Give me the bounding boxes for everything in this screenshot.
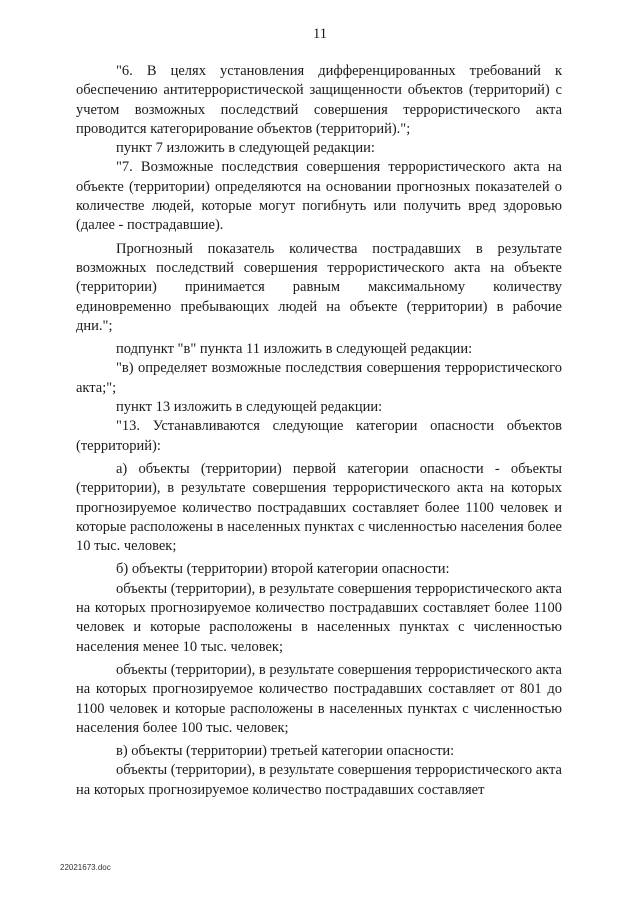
footer-filename: 22021673.doc [60,863,111,872]
paragraph-item-6: "6. В целях установления дифференцированных требований к обеспечению антитеррористической защищенности объектов (территорий) с учетом возможных последствий совершения террористического акта проводится категорирование объектов (территорий)."; [76,63,562,137]
paragraph-category-2-b: объекты (территории), в результате совершения террористического акта на которых прогнозируемое количество пострадавших составляет от 801 до 1100 человек и которые расположены в населенных пунктах с численностью населения более 100 тыс. человек; [76,661,562,736]
document-body [76,62,562,800]
page-number: 11 [313,26,327,42]
paragraph-category-2-heading: б) объекты (территории) второй категории опасности: [116,561,450,578]
paragraph-forecast-indicator: Прогнозный показатель количества пострадавших в результате возможных последствий совершения террористического акта на объекте (территории) принимается равным максимальному количеству единовременно пребывающих людей на объекте (территории) в рабочие дни."; [76,240,562,334]
paragraph-category-3-heading: в) объекты (территории) третьей категории опасности: [116,743,455,760]
instruction-point-13: пункт 13 изложить в следующей редакции: [116,399,383,416]
instruction-point-7: пункт 7 изложить в следующей редакции: [116,140,375,157]
instruction-subpoint-v: подпункт "в" пункта 11 изложить в следующей редакции: [116,341,473,358]
paragraph-category-3-a: объекты (территории), в результате совершения террористического акта на которых прогнозируемое количество пострадавших составляет [76,762,562,798]
paragraph-subpoint-v: "в) определяет возможные последствия совершения террористического акта;"; [76,360,562,396]
paragraph-item-13: "13. Устанавливаются следующие категории опасности объектов (территорий): [76,418,562,454]
paragraph-category-1: а) объекты (территории) первой категории опасности - объекты (территории), в результате совершения террористического акта на которых прогнозируемое количество пострадавших составляет более 1100 человек и которые расположены в населенных пунктах с численностью населения более 10 тыс. человек; [76,460,562,555]
paragraph-item-7: "7. Возможные последствия совершения террористического акта на объекте (территории) определяются на основании прогнозных показателей о количестве людей, которые могут погибнуть или получить вред здоровью (далее - пострадавшие). [76,159,562,234]
paragraph-category-2-a: объекты (территории), в результате совершения террористического акта на которых прогнозируемое количество пострадавших составляет более 1100 человек и которые расположены в населенных пунктах с численностью населения менее 10 тыс. человек; [76,580,562,655]
